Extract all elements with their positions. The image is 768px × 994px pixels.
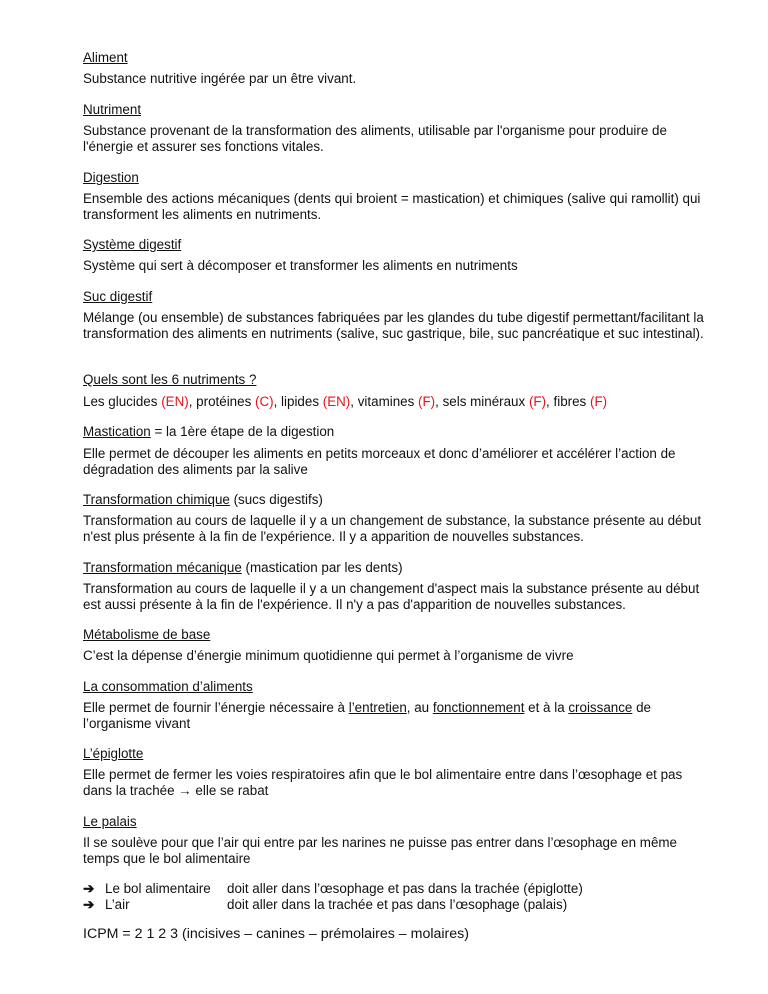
nutriment-code: (C) [255,394,274,409]
term-digestion: Digestion [83,170,139,185]
word-entretien: l’entretien [348,700,407,715]
arrow-right-icon: ➔ [83,897,95,912]
def-digestion: Ensemble des actions mécaniques (dents qui broient = mastication) et chimiques (salive qui ramollit) qui transforment les aliments en nutriments. [83,191,701,222]
nutriment-name: Les glucides [83,394,158,409]
def-systeme-digestif: Système qui sert à décomposer et transformer les aliments en nutriments [83,258,518,273]
term-metabolisme: Métabolisme de base [83,627,211,642]
nutriment-code: (F) [528,394,547,409]
def-aliment: Substance nutritive ingérée par un être vivant. [83,71,357,86]
def-suc-digestif: Mélange (ou ensemble) de substances fabriquées par les glandes du tube digestif permettant/facilitant la transformation des aliments en nutriments (salive, suc gastrique, bile, suc pancréatique et suc intestinal). [83,310,704,341]
def-mastication: Elle permet de découper les aliments en petits morceaux et donc d’améliorer et accélérer l’action de dégradation des aliments par la salive [83,446,676,477]
arrow-right-icon: ➔ [83,881,95,896]
route-subject: Le bol alimentaire [105,881,211,896]
nutriment-code: (F) [418,394,436,409]
nutriment-name: sels minéraux [442,394,526,409]
word-croissance: croissance [568,700,633,715]
route-row [83,881,708,897]
nutriment-code: (F) [589,394,608,409]
def-transformation-chimique: Transformation au cours de laquelle il y a un changement de substance, la substance présente au début n'est plus présente à la fin de l'expérience. Il y a apparition de nouvelles substances. [83,513,702,544]
term-epiglotte: L’épiglotte [83,746,144,761]
def-consommation: Elle permet de fournir l’énergie nécessaire à l’entretien, au fonctionnement et à la croissance de l’organisme vivant [83,700,651,731]
def-transformation-mecanique: Transformation au cours de laquelle il y a un changement d'aspect mais la substance présente au début est aussi présente à la fin de l'expérience. Il n'y a pas d'apparition de nouvelles substances. [83,581,700,612]
def-nutriment: Substance provenant de la transformation des aliments, utilisable par l'organisme pour produire de l'énergie et assurer ses fonctions vitales. [83,123,667,154]
word-fonctionnement: fonctionnement [432,700,525,715]
nutriment-name: fibres [553,394,587,409]
term-transformation-chimique: Transformation chimique (sucs digestifs) [83,492,323,507]
nutriment-code: (EN) [161,394,189,409]
term-palais: Le palais [83,814,137,829]
term-nutriment: Nutriment [83,102,142,117]
term-consommation: La consommation d’aliments [83,679,253,694]
arrow-right-icon: → [178,783,192,798]
term-suc-digestif: Suc digestif [83,289,153,304]
nutriment-name: vitamines [357,394,415,409]
def-palais: Il se soulève pour que l’air qui entre par les narines ne puisse pas entrer dans l’œsophage en même temps que le bol alimentaire [83,835,677,866]
term-aliment: Aliment [83,50,128,65]
route-text: doit aller dans l’œsophage et pas dans la trachée (épiglotte) [227,881,583,896]
nutriment-name: lipides [281,394,320,409]
nutriment-code: (EN) [322,394,351,409]
term-systeme-digestif: Système digestif [83,237,182,252]
route-row [83,897,708,913]
term-mastication: Mastication = la 1ère étape de la digestion [83,424,335,439]
nutriments-question: Quels sont les 6 nutriments ? [83,372,257,387]
def-metabolisme: C’est la dépense d’énergie minimum quotidienne qui permet à l’organisme de vivre [83,648,574,663]
nutriment-name: protéines [196,394,252,409]
route-text: doit aller dans la trachée et pas dans l’œsophage (palais) [227,897,568,912]
icpm-formula: ICPM = 2 1 2 3 (incisives – canines – prémolaires – molaires) [83,926,469,942]
nutriments-list: Les glucides (EN), protéines (C), lipides (EN), vitamines (F), sels minéraux (F), fibres (F) [83,394,608,409]
route-subject: L’air [105,897,130,912]
term-transformation-mecanique: Transformation mécanique (mastication par les dents) [83,560,403,575]
def-epiglotte: Elle permet de fermer les voies respiratoires afin que le bol alimentaire entre dans l’œsophage et pas dans la trachée → elle se rabat [83,767,683,798]
